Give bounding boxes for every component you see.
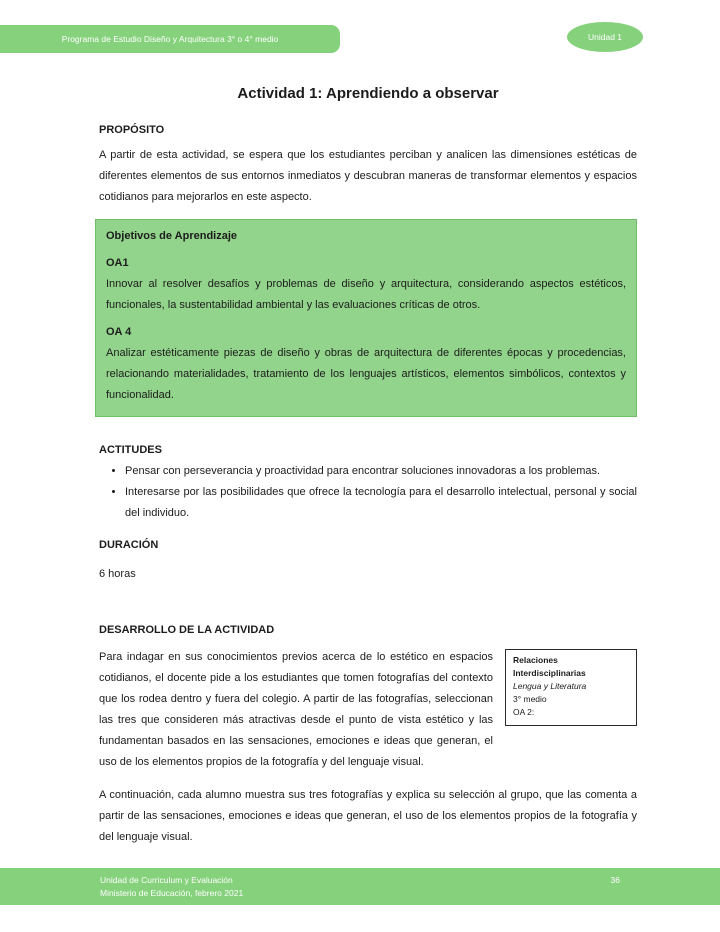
learning-objectives-box [95, 219, 637, 417]
interdisciplinary-level: 3° medio [513, 694, 547, 704]
oa4-text: Analizar estéticamente piezas de diseño y obras de arquitectura de diferentes épocas y procedencias, relacionando materialidades, tratamiento de los lenguajes artísticos, elementos simbólicos, contextos y funcionalidad. [106, 347, 626, 401]
footer-bar [0, 868, 720, 905]
interdisciplinary-title: Relaciones Interdisciplinarias [513, 655, 586, 678]
activity-title: Actividad 1: Aprendiendo a observar [237, 85, 499, 102]
desarrollo-heading: DESARROLLO DE LA ACTIVIDAD [99, 624, 275, 636]
oa1-text: Innovar al resolver desafíos y problemas de diseño y arquitectura, considerando aspectos estéticos, funcionales, la sustentabilidad ambiental y las evaluaciones críticas de otros. [106, 278, 626, 311]
desarrollo-paragraph-2: A continuación, cada alumno muestra sus tres fotografías y explica su selección al grupo, que las comenta a partir de las sensaciones, emociones e ideas que generan, el uso de los elementos propios de la fotografía y del lenguaje visual. [99, 789, 637, 843]
unit-badge-label: Unidad 1 [587, 32, 623, 42]
proposito-paragraph: A partir de esta actividad, se espera que los estudiantes perciban y analicen las dimensiones estéticas de diferentes elementos de sus entornos inmediatos y descubran maneras de transformar elementos y espacios cotidianos para mejorarlos en este aspecto. [99, 149, 637, 203]
oa4-code: OA 4 [106, 326, 132, 338]
objetivos-heading: Objetivos de Aprendizaje [106, 230, 238, 242]
program-header-label: Programa de Estudio Diseño y Arquitectura 3° o 4° medio [61, 34, 279, 44]
proposito-heading: PROPÓSITO [99, 124, 165, 136]
interdisciplinary-oa: OA 2: [513, 707, 535, 717]
footer-text [100, 874, 243, 900]
interdisciplinary-box [505, 649, 637, 726]
actitudes-bullet-1: • Pensar con perseverancia y proactividad para encontrar soluciones innovadoras a los problemas. [125, 461, 637, 482]
actitudes-bullet-2: • Interesarse por las posibilidades que ofrece la tecnología para el desarrollo intelectual, personal y social del individuo. [125, 482, 637, 524]
duracion-value: 6 horas [99, 568, 136, 580]
footer-line-1: Unidad de Curriculum y Evaluación [100, 875, 233, 885]
footer-line-2: Ministerio de Educación, febrero 2021 [100, 888, 244, 898]
oa1-code: OA1 [106, 257, 129, 269]
desarrollo-paragraph-1-text: Para indagar en sus conocimientos previos acerca de lo estético en espacios cotidianos, el docente pide a los estudiantes que tomen fotografías del contexto que los rodea dentro y fuera del colegio. A partir de las fotografías, seleccionan las tres que consideren más atractivas desde el punto de vista estético y las fundamentan basados en las sensaciones, emociones e ideas que generan, el uso de los elementos propios de la fotografía y del lenguaje visual. [99, 651, 493, 768]
desarrollo-paragraph-1 [99, 647, 637, 773]
actitudes-list [99, 461, 637, 524]
page-number: 36 [610, 875, 620, 885]
interdisciplinary-subject: Lengua y Literatura [513, 681, 587, 691]
duracion-heading: DURACIÓN [99, 539, 159, 551]
actitudes-heading: ACTITUDES [99, 444, 162, 456]
